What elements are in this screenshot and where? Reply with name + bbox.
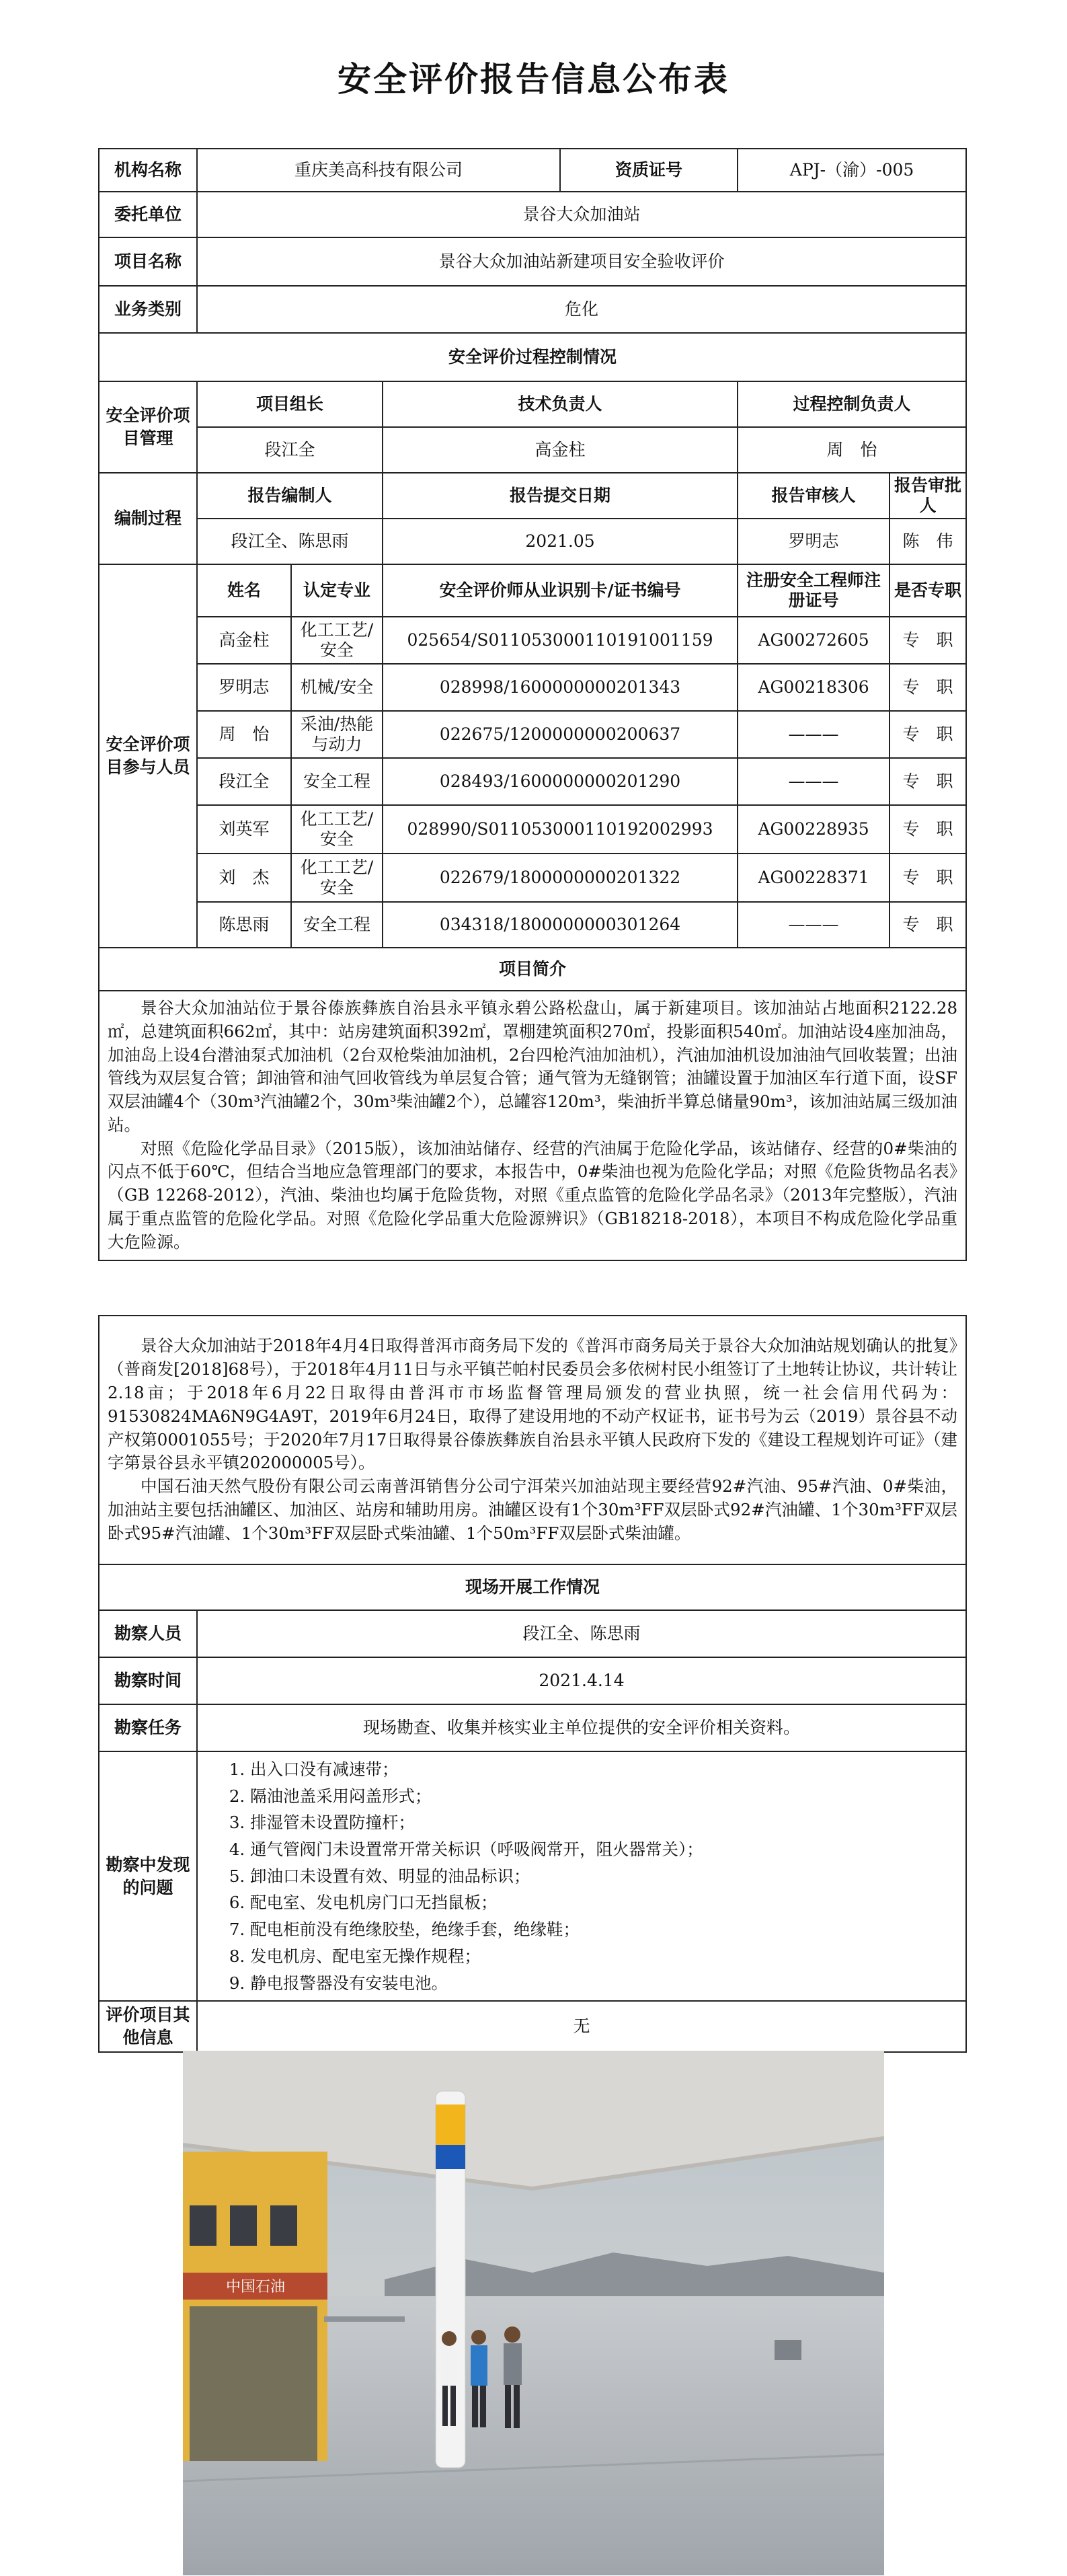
site-section-title: 现场开展工作情况 <box>99 1564 966 1610</box>
intro-paragraph: 中国石油天然气股份有限公司云南普洱销售分公司宁洱荣兴加油站现主要经营92#汽油、95#汽油、0#柴油，加油站主要包括油罐区、加油区、站房和辅助用房。油罐区设有1个30m³FF双层卧式92#汽油罐、1个30m³FF双层卧式95#汽油罐、1个30m³FF双层卧式柴油罐、1个50m³FF双层卧式柴油罐。 <box>108 1476 957 1543</box>
list-item: 4. 通气管阀门未设置常开常关标识（呼吸阀常开，阻火器常关）； <box>250 1836 961 1863</box>
compile-header: 报告提交日期 <box>383 473 738 519</box>
table-row <box>99 711 966 758</box>
list-item: 3. 排湿管未设置防撞杆； <box>250 1809 961 1836</box>
survey-people-label: 勘察人员 <box>99 1610 197 1657</box>
pillar-logo-band <box>436 2105 465 2145</box>
person-fulltime: 专 职 <box>890 902 966 948</box>
compile-label: 编制过程 <box>99 473 197 564</box>
building-window <box>190 2205 216 2246</box>
intro-paragraph: 对照《危险化学品目录》（2015版），该加油站储存、经营的汽油属于危险化学品，该站储存、经营的0#柴油的闪点不低于60℃，但结合当地应急管理部门的要求，本报告中，0#柴油也视为危险化学品；对照《危险货物品名表》（GB 12268-2012），汽油、柴油也均属于危险货物，对照《重点监管的危险化学品名录》（2013年完整版），汽油属于重点监管的危险化学品。对照《危险化学品重大危险源辨识》（GB18218-2018），本项目不构成危险化学品重大危险源。 <box>108 1138 958 1252</box>
person-fulltime: 专 职 <box>890 805 966 854</box>
compile-header: 报告审批人 <box>890 473 966 519</box>
mgmt-value: 周 怡 <box>738 427 966 473</box>
store-glass <box>190 2306 317 2461</box>
issues-list <box>202 1756 961 1996</box>
intro-paragraph: 景谷大众加油站位于景谷傣族彝族自治县永平镇永碧公路松盘山，属于新建项目。该加油站占地面积2122.28㎡，总建筑面积662㎡，其中：站房建筑面积392㎡，罩棚建筑面积270㎡，投影面积540㎡。加油站设4座加油岛，加油岛上设4台潜油泵式加油机（2台双枪柴油加油机，2台四枪汽油加油机），汽油加油机设加油油气回收装置；出油管线为双层复合管；卸油管和油气回收管线为单层复合管；通气管为无缝钢管；油罐设置于加油区车行道下面，设SF双层油罐4个（30m³汽油罐2个，30m³柴油罐2个），总罐容120m³，柴油折半算总储量90m³，该加油站属三级加油站。 <box>108 998 958 1135</box>
person-major: 化工工艺/安全 <box>291 617 383 664</box>
person-major: 化工工艺/安全 <box>291 805 383 854</box>
table-row <box>99 664 966 711</box>
person-name: 刘 杰 <box>197 854 291 902</box>
list-item: 5. 卸油口未设置有效、明显的油品标识； <box>250 1863 961 1890</box>
project-value: 景谷大众加油站新建项目安全验收评价 <box>197 237 966 286</box>
other-info-label: 评价项目其他信息 <box>99 2001 197 2052</box>
mgmt-header: 过程控制负责人 <box>738 381 966 427</box>
building-window <box>230 2205 257 2246</box>
person-reg: AG00228371 <box>738 854 890 902</box>
compile-header: 报告审核人 <box>738 473 890 519</box>
cert-value: APJ-（渝）-005 <box>738 149 966 192</box>
table-row <box>99 758 966 805</box>
personnel-header: 姓名 <box>197 564 291 617</box>
list-item: 8. 发电机房、配电室无操作规程； <box>250 1943 961 1970</box>
list-item: 6. 配电室、发电机房门口无挡鼠板； <box>250 1889 961 1916</box>
building-sign: 中国石油 <box>225 2278 286 2295</box>
person-major: 采油/热能与动力 <box>291 711 383 758</box>
person-fulltime: 专 职 <box>890 758 966 805</box>
person-name: 罗明志 <box>197 664 291 711</box>
table-row <box>99 805 966 854</box>
intro-text <box>99 991 966 1260</box>
person-reg: ——— <box>738 902 890 948</box>
mgmt-header: 项目组长 <box>197 381 383 427</box>
person-reg: AG00272605 <box>738 617 890 664</box>
person-reg: AG00218306 <box>738 664 890 711</box>
compile-header: 报告编制人 <box>197 473 383 519</box>
building-window <box>270 2205 297 2246</box>
list-item: 1. 出入口没有减速带； <box>250 1756 961 1783</box>
person-cert: 025654/S011053000110191001159 <box>383 617 738 664</box>
person-name: 段江全 <box>197 758 291 805</box>
biz-label: 业务类别 <box>99 286 197 333</box>
compile-value: 罗明志 <box>738 519 890 564</box>
person-name: 高金柱 <box>197 617 291 664</box>
list-item: 7. 配电柜前没有绝缘胶垫，绝缘手套，绝缘鞋； <box>250 1916 961 1943</box>
equipment <box>775 2340 801 2360</box>
table-row <box>99 902 966 948</box>
person-cert: 022675/1200000000200637 <box>383 711 738 758</box>
org-value: 重庆美高科技有限公司 <box>197 149 560 192</box>
issues-label: 勘察中发现的问题 <box>99 1751 197 2001</box>
person-cert: 028998/1600000000201343 <box>383 664 738 711</box>
compile-value: 2021.05 <box>383 519 738 564</box>
report-info-table <box>98 148 967 1261</box>
personnel-header: 是否专职 <box>890 564 966 617</box>
intro-paragraph: 景谷大众加油站于2018年4月4日取得普洱市商务局下发的《普洱市商务局关于景谷大众加油站规划确认的批复》（普商发[2018]68号），于2018年4月11日与永平镇芒帕村民委员会多依树村民小组签订了土地转让协议，共计转让2.18亩；于2018年6月22日取得由普洱市市场监督管理局颁发的营业执照，统一社会信用代码为：91530824MA6N9G4A9T，2019年6月24日，取得了建设用地的不动产权证书，证书号为云（2019）景谷县不动产权第0001055号；于2020年7月17日取得景谷傣族彝族自治县永平镇人民政府下发的《建设工程规划许可证》（建字第景谷县永平镇202000005号）。 <box>108 1336 957 1473</box>
personnel-header: 认定专业 <box>291 564 383 617</box>
client-label: 委托单位 <box>99 192 197 237</box>
table-row <box>99 617 966 664</box>
mgmt-value: 高金柱 <box>383 427 738 473</box>
survey-time-value: 2021.4.14 <box>197 1657 966 1704</box>
table-row <box>99 854 966 902</box>
personnel-label: 安全评价项目参与人员 <box>99 564 197 948</box>
survey-task-value: 现场勘查、收集并核实业主单位提供的安全评价相关资料。 <box>197 1704 966 1751</box>
project-label: 项目名称 <box>99 237 197 286</box>
person-name: 陈思雨 <box>197 902 291 948</box>
biz-value: 危化 <box>197 286 966 333</box>
person-name: 刘英军 <box>197 805 291 854</box>
person-fulltime: 专 职 <box>890 617 966 664</box>
survey-task-label: 勘察任务 <box>99 1704 197 1751</box>
process-section-title: 安全评价过程控制情况 <box>99 333 966 381</box>
mgmt-label: 安全评价项目管理 <box>99 381 197 473</box>
person-cert: 022679/1800000000201322 <box>383 854 738 902</box>
mgmt-value: 段江全 <box>197 427 383 473</box>
person-reg: AG00228935 <box>738 805 890 854</box>
site-photo-illustration <box>183 2051 884 2575</box>
person-major: 化工工艺/安全 <box>291 854 383 902</box>
intro-text-continued <box>99 1316 966 1564</box>
other-info-value: 无 <box>197 2001 966 2052</box>
fence <box>324 2316 405 2322</box>
person-reg: ——— <box>738 711 890 758</box>
person-cert: 028990/S011053000110192002993 <box>383 805 738 854</box>
site-photo <box>183 2051 884 2575</box>
page-title: 安全评价报告信息公布表 <box>338 60 729 99</box>
site-work-table <box>98 1315 967 2053</box>
person-major: 安全工程 <box>291 902 383 948</box>
cert-label: 资质证号 <box>560 149 738 192</box>
pillar-logo-band <box>436 2145 465 2169</box>
person-fulltime: 专 职 <box>890 664 966 711</box>
person-major: 安全工程 <box>291 758 383 805</box>
person-major: 机械/安全 <box>291 664 383 711</box>
personnel-header: 注册安全工程师注册证号 <box>738 564 890 617</box>
person-fulltime: 专 职 <box>890 711 966 758</box>
list-item: 9. 静电报警器没有安装电池。 <box>250 1970 961 1997</box>
person-cert: 028493/1600000000201290 <box>383 758 738 805</box>
person-fulltime: 专 职 <box>890 854 966 902</box>
personnel-header: 安全评价师从业识别卡/证书编号 <box>383 564 738 617</box>
person-name: 周 怡 <box>197 711 291 758</box>
person-reg: ——— <box>738 758 890 805</box>
survey-time-label: 勘察时间 <box>99 1657 197 1704</box>
client-value: 景谷大众加油站 <box>197 192 966 237</box>
survey-people-value: 段江全、陈思雨 <box>197 1610 966 1657</box>
person-cert: 034318/1800000000301264 <box>383 902 738 948</box>
mgmt-header: 技术负责人 <box>383 381 738 427</box>
intro-title: 项目简介 <box>99 948 966 991</box>
issues-cell <box>197 1751 966 2001</box>
list-item: 2. 隔油池盖采用闷盖形式； <box>250 1783 961 1810</box>
compile-value: 陈 伟 <box>890 519 966 564</box>
org-label: 机构名称 <box>99 149 197 192</box>
compile-value: 段江全、陈思雨 <box>197 519 383 564</box>
